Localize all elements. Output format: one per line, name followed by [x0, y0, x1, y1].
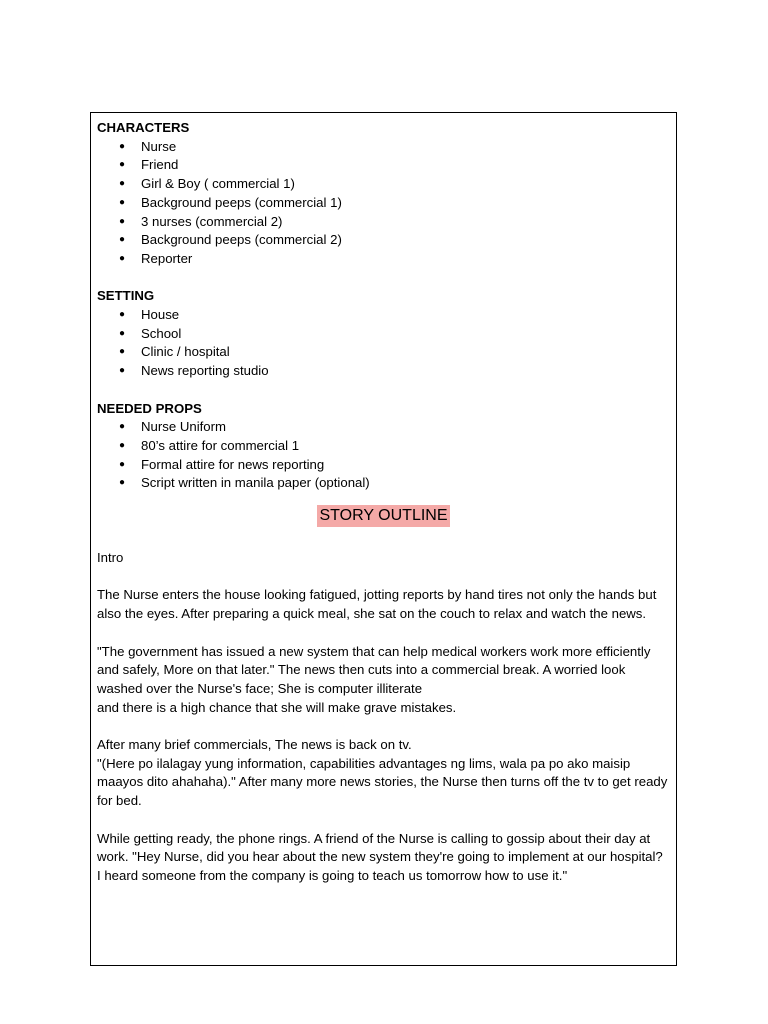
bullet-icon: ● [119, 421, 126, 433]
list-item: ● Clinic / hospital [97, 343, 670, 362]
bullet-icon: ● [119, 439, 126, 451]
list-item: ● Reporter [97, 250, 670, 269]
story-paragraph: "The government has issued a new system that can help medical workers work more efficiently and safely, More on that later." The news then cuts into a commercial break. A worried look washed over the Nurse's face; She is computer illiterate and there is a high chance that she will make grave mistakes. [97, 643, 651, 715]
bullet-icon: ● [119, 215, 126, 227]
story-paragraph: The Nurse enters the house looking fatigued, jotting reports by hand tires not only the hands but also the eyes. After preparing a quick meal, she sat on the couch to relax and watch the news. [97, 587, 657, 622]
list-item: ● Nurse Uniform [97, 418, 670, 437]
bullet-icon: ● [119, 477, 126, 489]
props-heading: NEEDED PROPS [97, 400, 202, 416]
setting-heading: SETTING [97, 288, 155, 304]
props-list [97, 418, 670, 493]
list-item: ● Friend [97, 156, 670, 175]
document-frame [90, 112, 677, 966]
list-item: ● School [97, 325, 670, 344]
list-item: ● 80’s attire for commercial 1 [97, 437, 670, 456]
bullet-icon: ● [119, 309, 126, 321]
characters-list [97, 138, 670, 269]
bullet-icon: ● [119, 346, 126, 358]
story-title-wrap [97, 505, 670, 527]
spacer [97, 269, 670, 288]
bullet-icon: ● [119, 159, 126, 171]
characters-heading: CHARACTERS [97, 120, 190, 135]
list-item: ● House [97, 306, 670, 325]
intro-label: Intro [97, 550, 124, 566]
list-item: ● News reporting studio [97, 362, 670, 381]
bullet-icon: ● [119, 140, 126, 152]
bullet-icon: ● [119, 196, 126, 208]
bullet-icon: ● [119, 252, 126, 264]
list-item: ● 3 nurses (commercial 2) [97, 213, 670, 232]
story-paragraph: After many brief commercials, The news is back on tv. "(Here po ilalagay yung information, capabilities advantages ng lims, wala pa po ako maisip maayos dito ahahaha)." After many more news stories, the Nurse then turns off the tv to get ready for bed. [97, 737, 668, 809]
list-item: ● Nurse [97, 138, 670, 157]
list-item: ● Background peeps (commercial 2) [97, 231, 670, 250]
story-paragraph: While getting ready, the phone rings. A friend of the Nurse is calling to gossip about their day at work. "Hey Nurse, did you hear about the new system they're going to implement at our hospital? I heard someone from the company is going to teach us tomorrow how to use it." [97, 830, 663, 883]
setting-list [97, 306, 670, 381]
list-item: ● Script written in manila paper (optional) [97, 474, 670, 493]
bullet-icon: ● [119, 178, 126, 190]
bullet-icon: ● [119, 327, 126, 339]
bullet-icon: ● [119, 458, 126, 470]
list-item: ● Formal attire for news reporting [97, 456, 670, 475]
spacer [97, 381, 670, 400]
list-item: ● Background peeps (commercial 1) [97, 194, 670, 213]
story-outline-title: STORY OUTLINE [317, 505, 449, 527]
document-content [97, 119, 670, 904]
bullet-icon: ● [119, 234, 126, 246]
bullet-icon: ● [119, 365, 126, 377]
list-item: ● Girl & Boy ( commercial 1) [97, 175, 670, 194]
